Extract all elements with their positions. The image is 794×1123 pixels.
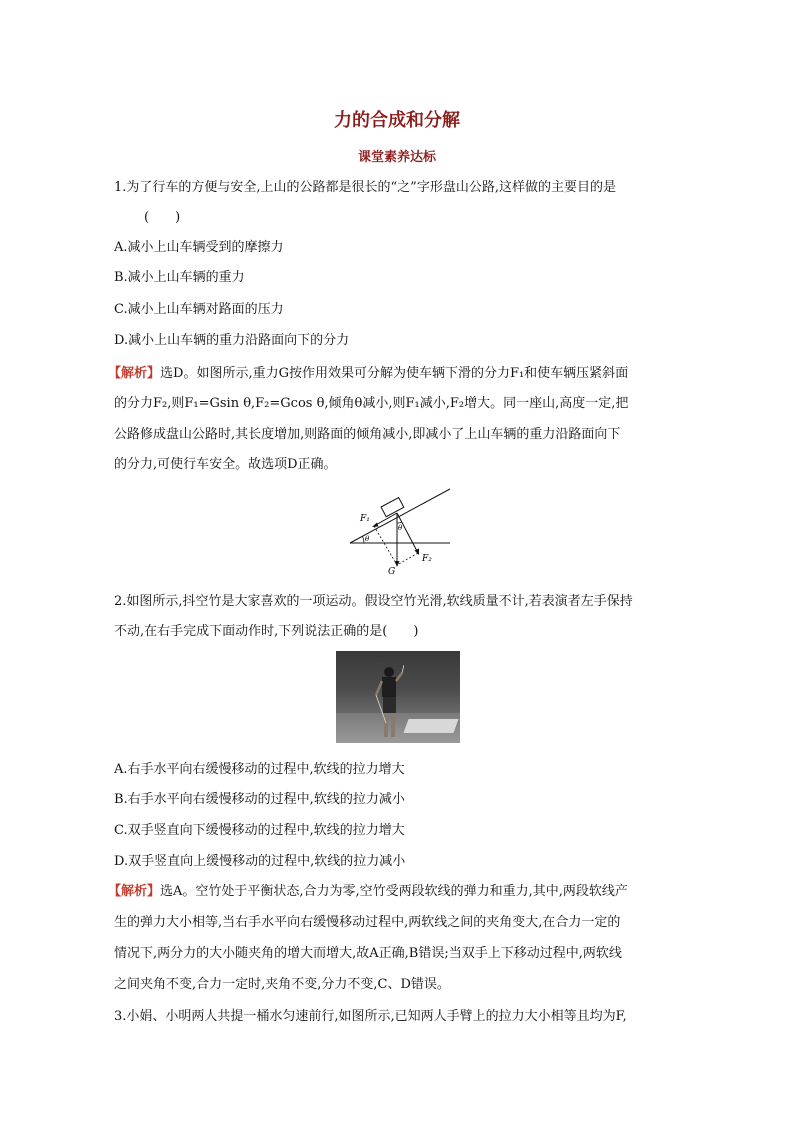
diabolo-player-photo	[336, 651, 460, 743]
section-subtitle: 课堂素养达标	[357, 150, 436, 165]
incline-force-diagram	[340, 483, 460, 579]
q1-stem-line1: 1.为了行车的方便与安全,上山的公路都是很长的“之”字形盘山公路,这样做的主要目的是	[114, 180, 616, 195]
person-figure	[374, 665, 404, 741]
q3-stem-line1: 3.小娟、小明两人共提一桶水匀速前行,如图所示,已知两人手臂上的拉力大小相等且均为F,	[114, 1009, 627, 1024]
q1-option-a: A.减小上山车辆受到的摩擦力	[114, 240, 284, 255]
q1-analysis-line3: 公路修成盘山公路时,其长度增加,则路面的倾角减小,即减小了上山车辆的重力沿路面向下	[114, 427, 621, 442]
q2-analysis-line4: 之间夹角不变,合力一定时,夹角不变,分力不变,C、D错误。	[114, 977, 450, 992]
q1-option-d: D.减小上山车辆的重力沿路面向下的分力	[114, 333, 350, 348]
q2-analysis-line1	[108, 882, 676, 902]
label-theta-incline: θ	[365, 535, 370, 543]
analysis-text: 选D。如图所示,重力G按作用效果可分解为使车辆下滑的分力F₁和使车辆压紧斜面	[160, 366, 629, 381]
analysis-tag: 【解析】	[108, 884, 161, 899]
q2-analysis-line2: 生的弹力大小相等,当右手水平向右缓慢移动过程中,两软线之间的夹角变大,在合力一定的	[114, 915, 621, 930]
label-g: G	[388, 567, 396, 577]
analysis-tag: 【解析】	[108, 366, 161, 381]
q2-option-a: A.右手水平向右缓慢移动的过程中,软线的拉力增大	[114, 762, 405, 777]
q1-analysis-line1	[108, 364, 676, 384]
white-cloth	[403, 719, 458, 733]
q1-option-b: B.减小上山车辆的重力	[114, 270, 245, 285]
q1-analysis-line2: 的分力F₂,则F₁=Gsin θ,F₂=Gcos θ,倾角θ减小,则F₁减小,F₂增大。同一座山,高度一定,把	[114, 396, 629, 411]
page-title: 力的合成和分解	[334, 110, 460, 131]
q1-option-c: C.减小上山车辆对路面的压力	[114, 302, 284, 317]
analysis-text: 选A。空竹处于平衡状态,合力为零,空竹受两段软线的弹力和重力,其中,两段软线产	[160, 884, 628, 899]
q2-stem-line1: 2.如图所示,抖空竹是大家喜欢的一项运动。假设空竹光滑,软线质量不计,若表演者左手保持	[114, 594, 633, 609]
q2-option-c: C.双手竖直向下缓慢移动的过程中,软线的拉力增大	[114, 823, 405, 838]
q1-answer-blank: ( )	[144, 210, 181, 225]
q1-analysis-line4: 的分力,可使行车安全。故选项D正确。	[114, 457, 337, 472]
q2-option-b: B.右手水平向右缓慢移动的过程中,软线的拉力减小	[114, 792, 405, 807]
label-theta-block: θ	[398, 524, 403, 532]
label-f2: F₂	[422, 554, 432, 564]
q2-stem-line2: 不动,在右手完成下面动作时,下列说法正确的是( )	[114, 624, 419, 639]
q2-analysis-line3: 情况下,两分力的大小随夹角的增大而增大,故A正确,B错误;当双手上下移动过程中,两软线	[114, 946, 622, 961]
q2-option-d: D.双手竖直向上缓慢移动的过程中,软线的拉力减小	[114, 854, 406, 869]
label-f1: F₁	[360, 514, 370, 524]
